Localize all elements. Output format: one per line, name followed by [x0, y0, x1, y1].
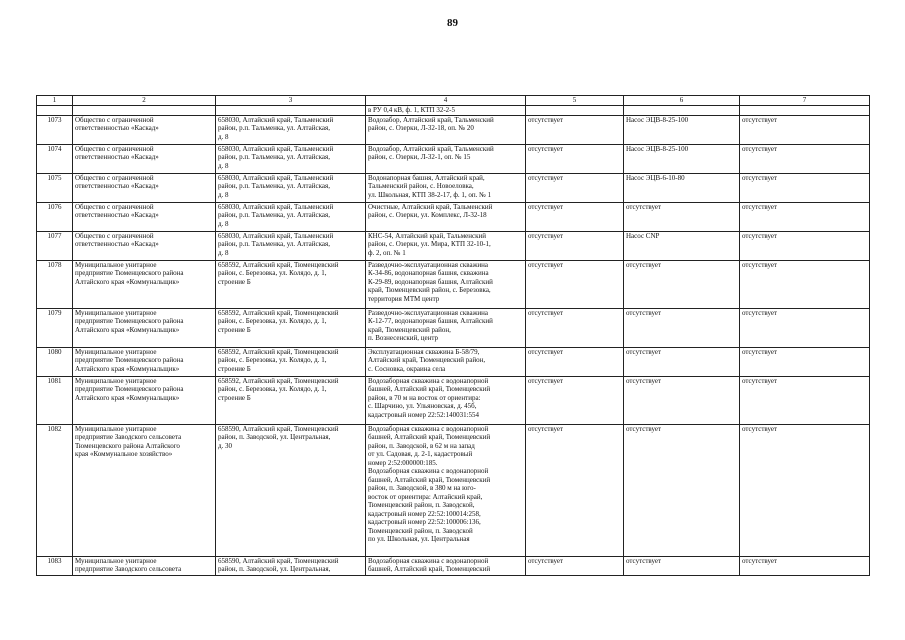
address-cell: 658030, Алтайский край, Тальменский район, р.п. Тальменка, ул. Алтайская, д. 8 [216, 115, 366, 144]
row-number: 1078 [37, 260, 73, 308]
address-cell: 658030, Алтайский край, Тальменский район, р.п. Тальменка, ул. Алтайская, д. 8 [216, 202, 366, 231]
organization-cell: Муниципальное унитарное предприятие Заводского сельсовета Тюменцевского района Алтайского края «Коммунальное хозяйство» [73, 424, 216, 556]
organization-cell: Муниципальное унитарное предприятие Тюменцевского района Алтайского края «Коммунальщик» [73, 376, 216, 424]
table-row [37, 376, 870, 424]
col6-cell: отсутствует [624, 424, 740, 556]
col5-cell: отсутствует [526, 556, 624, 575]
col5-cell: отсутствует [526, 231, 624, 260]
table-row [37, 202, 870, 231]
col7-cell: отсутствует [740, 347, 870, 376]
object-cell: Разведочно-эксплуатационная скважина К-34-86, водонапорная башня, скважина К-29-89, водонапорная башня, Алтайский край, Тюменцевский район, с. Березовка, территория МТМ центр [366, 260, 526, 308]
column-header: 7 [740, 96, 870, 106]
col5-cell: отсутствует [526, 308, 624, 347]
organization-cell: Общество с ограниченной ответственностью «Каскад» [73, 144, 216, 173]
organization-cell [73, 106, 216, 116]
row-number [37, 106, 73, 116]
organization-cell: Общество с ограниченной ответственностью «Каскад» [73, 115, 216, 144]
col5-cell: отсутствует [526, 424, 624, 556]
table-row [37, 424, 870, 556]
col6-cell: Насос ЭЦВ-6-10-80 [624, 173, 740, 202]
col7-cell: отсутствует [740, 376, 870, 424]
col6-cell [624, 106, 740, 116]
organization-cell: Муниципальное унитарное предприятие Тюменцевского района Алтайского края «Коммунальщик» [73, 260, 216, 308]
column-header: 5 [526, 96, 624, 106]
organization-cell: Муниципальное унитарное предприятие Тюменцевского района Алтайского края «Коммунальщик» [73, 347, 216, 376]
col5-cell: отсутствует [526, 202, 624, 231]
organization-cell: Муниципальное унитарное предприятие Заводского сельсовета [73, 556, 216, 575]
col6-cell: отсутствует [624, 260, 740, 308]
organization-cell: Муниципальное унитарное предприятие Тюменцевского района Алтайского края «Коммунальщик» [73, 308, 216, 347]
table-row [37, 308, 870, 347]
column-header: 3 [216, 96, 366, 106]
address-cell: 658030, Алтайский край, Тальменский район, р.п. Тальменка, ул. Алтайская, д. 8 [216, 144, 366, 173]
row-number: 1081 [37, 376, 73, 424]
col7-cell [740, 106, 870, 116]
col7-cell: отсутствует [740, 556, 870, 575]
object-cell: Водозабор, Алтайский край, Тальменский район, с. Озерки, Л-32-18, оп. № 20 [366, 115, 526, 144]
object-cell: КНС-54, Алтайский край, Тальменский район, с. Озерки, ул. Мира, КТП 32-10-1, ф. 2, оп. № 1 [366, 231, 526, 260]
col6-cell: отсутствует [624, 202, 740, 231]
col6-cell: Насос ЭЦВ-8-25-100 [624, 115, 740, 144]
col7-cell: отсутствует [740, 115, 870, 144]
col7-cell: отсутствует [740, 424, 870, 556]
object-cell: Водонапорная башня, Алтайский край, Тальменский район, с. Новоеловка, ул. Школьная, КТП 38-2-17, ф. 1, оп. № 1 [366, 173, 526, 202]
row-number: 1082 [37, 424, 73, 556]
col6-cell: отсутствует [624, 556, 740, 575]
col6-cell: отсутствует [624, 347, 740, 376]
row-number: 1083 [37, 556, 73, 575]
col6-cell: отсутствует [624, 308, 740, 347]
table-row [37, 106, 870, 116]
object-cell: Водозаборная скважина с водонапорной башней, Алтайский край, Тюменцевский район, в 70 м на восток от ориентира: с. Шарчино, ул. Ульяновская, д. 45б, кадастровый номер 22:52:140031:554 [366, 376, 526, 424]
column-header: 4 [366, 96, 526, 106]
address-cell: 658592, Алтайский край, Тюменцевский район, с. Березовка, ул. Колядо, д. 1, строение Б [216, 308, 366, 347]
col5-cell: отсутствует [526, 260, 624, 308]
organization-cell: Общество с ограниченной ответственностью «Каскад» [73, 202, 216, 231]
col7-cell: отсутствует [740, 231, 870, 260]
organization-cell: Общество с ограниченной ответственностью «Каскад» [73, 231, 216, 260]
header-row [37, 96, 870, 106]
col7-cell: отсутствует [740, 308, 870, 347]
object-cell: в РУ 0,4 кВ, ф. 1, КТП 32-2-5 [366, 106, 526, 116]
object-cell: Водозабор, Алтайский край, Тальменский район, с. Озерки, Л-32-1, оп. № 15 [366, 144, 526, 173]
col5-cell: отсутствует [526, 376, 624, 424]
col5-cell: отсутствует [526, 347, 624, 376]
row-number: 1080 [37, 347, 73, 376]
row-number: 1079 [37, 308, 73, 347]
table-row [37, 173, 870, 202]
object-cell: Водозаборная скважина с водонапорной башней, Алтайский край, Тюменцевский район, п. Заводской, в 62 м на запад от ул. Садовая, д. 2-1, кадастровый номер 2:52:000000:185. Водозаборная скважина с водонапорной башней, Алтайский край, Тюменцевский район, п. Заводской, в 380 м на юго- восток от ориентира: Алтайский край, Тюменцевский район, п. Заводской, кадастровый номер 22:52:100014:258, кадастровый номер 22:52:100006:136, Тюменцевский район, п. Заводской по ул. Школьная, ул. Центральная [366, 424, 526, 556]
col7-cell: отсутствует [740, 202, 870, 231]
address-cell: 658030, Алтайский край, Тальменский район, р.п. Тальменка, ул. Алтайская, д. 8 [216, 173, 366, 202]
page-number: 89 [447, 17, 458, 29]
table-row [37, 556, 870, 575]
col6-cell: Насос CNP [624, 231, 740, 260]
address-cell [216, 106, 366, 116]
organization-cell: Общество с ограниченной ответственностью «Каскад» [73, 173, 216, 202]
column-header: 6 [624, 96, 740, 106]
address-cell: 658590, Алтайский край, Тюменцевский район, п. Заводской, ул. Центральная, д. 30 [216, 424, 366, 556]
row-number: 1074 [37, 144, 73, 173]
table-row [37, 260, 870, 308]
column-header: 2 [73, 96, 216, 106]
table-row [37, 231, 870, 260]
col6-cell: Насос ЭЦВ-8-25-100 [624, 144, 740, 173]
col7-cell: отсутствует [740, 173, 870, 202]
col5-cell: отсутствует [526, 144, 624, 173]
table-row [37, 115, 870, 144]
col5-cell: отсутствует [526, 173, 624, 202]
row-number: 1073 [37, 115, 73, 144]
column-header: 1 [37, 96, 73, 106]
object-cell: Разведочно-эксплуатационная скважина К-12-77, водонапорная башня, Алтайский край, Тюменцевский район, п. Вознесенский, центр [366, 308, 526, 347]
col5-cell: отсутствует [526, 115, 624, 144]
address-cell: 658590, Алтайский край, Тюменцевский район, п. Заводской, ул. Центральная, [216, 556, 366, 575]
col6-cell: отсутствует [624, 376, 740, 424]
row-number: 1075 [37, 173, 73, 202]
table-row [37, 347, 870, 376]
object-cell: Очистные, Алтайский край, Тальменский район, с. Озерки, ул. Комплекс, Л-32-18 [366, 202, 526, 231]
col7-cell: отсутствует [740, 260, 870, 308]
table-row [37, 144, 870, 173]
object-cell: Эксплуатационная скважина Б-58/79, Алтайский край, Тюменцевский район, с. Сосновка, окраина села [366, 347, 526, 376]
registry-table [36, 95, 870, 576]
col5-cell [526, 106, 624, 116]
address-cell: 658592, Алтайский край, Тюменцевский район, с. Березовка, ул. Колядо, д. 1, строение Б [216, 260, 366, 308]
object-cell: Водозаборная скважина с водонапорной башней, Алтайский край, Тюменцевский [366, 556, 526, 575]
col7-cell: отсутствует [740, 144, 870, 173]
row-number: 1077 [37, 231, 73, 260]
address-cell: 658592, Алтайский край, Тюменцевский район, с. Березовка, ул. Колядо, д. 1, строение Б [216, 347, 366, 376]
address-cell: 658030, Алтайский край, Тальменский район, р.п. Тальменка, ул. Алтайская, д. 8 [216, 231, 366, 260]
row-number: 1076 [37, 202, 73, 231]
address-cell: 658592, Алтайский край, Тюменцевский район, с. Березовка, ул. Колядо, д. 1, строение Б [216, 376, 366, 424]
